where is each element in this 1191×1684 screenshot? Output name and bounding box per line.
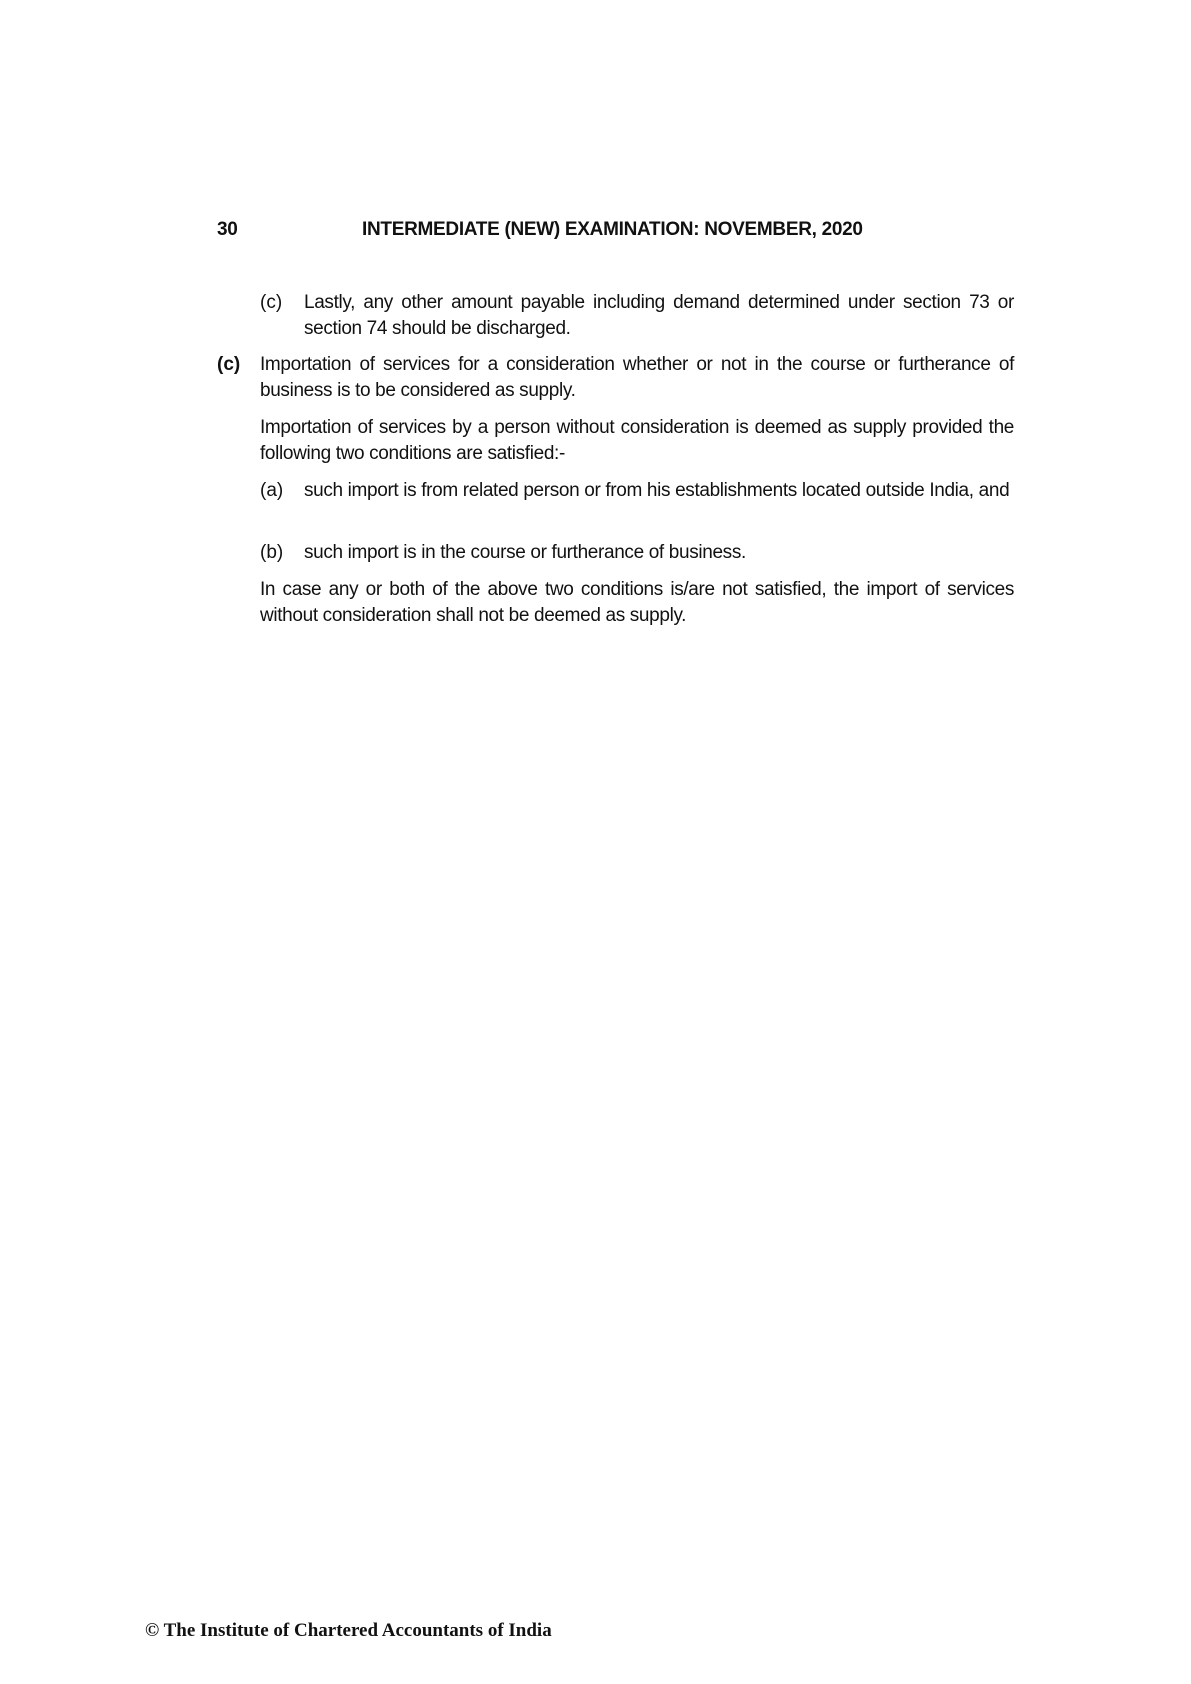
running-header-title: INTERMEDIATE (NEW) EXAMINATION: NOVEMBER, 2020 — [362, 219, 863, 240]
paragraph-importation-consideration: Importation of services for a consideration whether or not in the course or furtherance of business is to be considered as supply. — [260, 354, 1014, 401]
list-item-text: such import is from related person or from his establishments located outside India, and — [304, 480, 1010, 501]
paragraph-importation-without-consideration: Importation of services by a person without consideration is deemed as supply provided the following two conditions are satisfied:- — [260, 417, 1014, 464]
question-marker: (c) — [217, 354, 241, 375]
list-marker: (a) — [260, 480, 284, 501]
page-number: 30 — [217, 219, 238, 240]
list-marker: (b) — [260, 542, 284, 563]
copyright-footer: © The Institute of Chartered Accountants of India — [145, 1620, 552, 1641]
list-item-text: such import is in the course or furtherance of business. — [304, 542, 746, 563]
list-item-text: Lastly, any other amount payable including demand determined under section 73 or section 74 should be discharged. — [304, 292, 1014, 339]
list-marker: (c) — [260, 292, 283, 313]
paragraph-conclusion: In case any or both of the above two conditions is/are not satisfied, the import of services without consideration shall not be deemed as supply. — [260, 579, 1014, 626]
